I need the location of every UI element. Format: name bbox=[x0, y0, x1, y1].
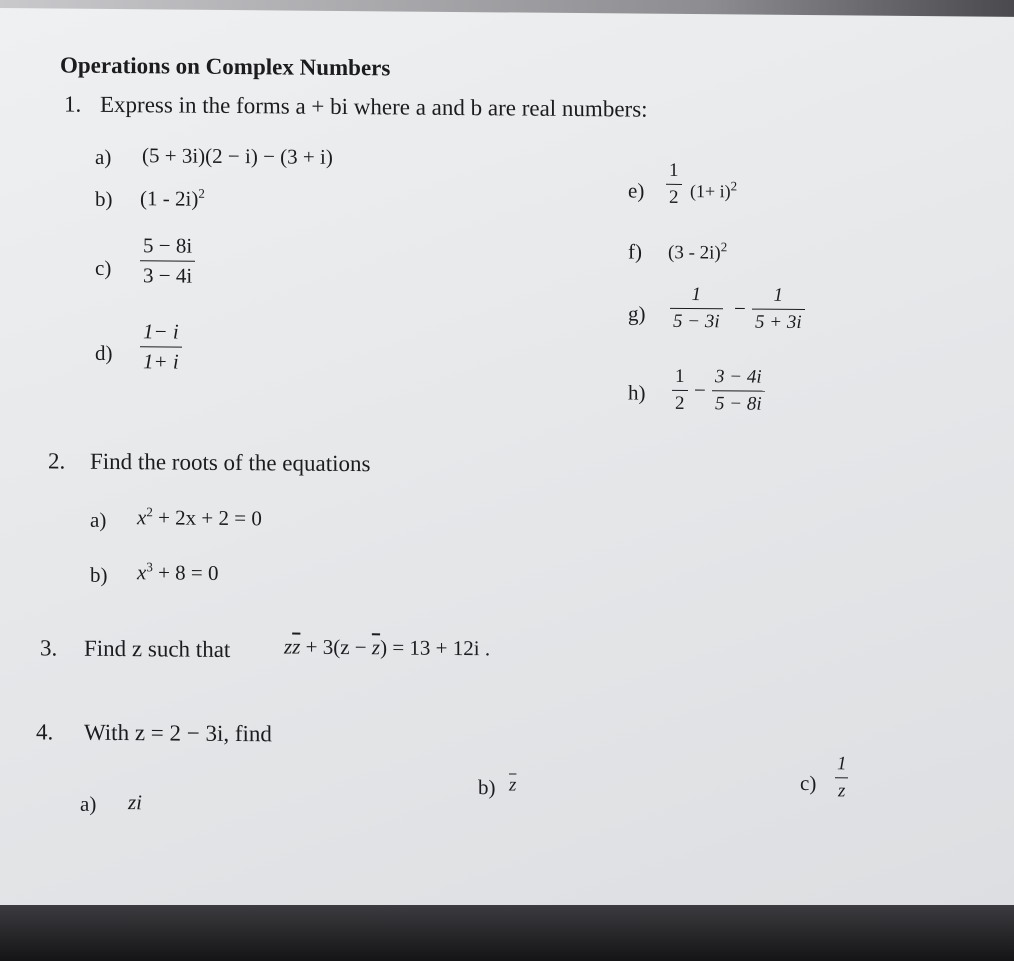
q1g-numerator-2: 1 bbox=[773, 284, 784, 306]
q1g-fraction-2 bbox=[752, 285, 805, 334]
q4c-numerator: 1 bbox=[837, 753, 847, 775]
q2-number: 2. bbox=[48, 448, 66, 474]
q1c-label: c) bbox=[95, 255, 112, 280]
q4c-denominator: z bbox=[835, 777, 848, 802]
q1e-denominator: 2 bbox=[666, 184, 682, 209]
page-title: Operations on Complex Numbers bbox=[60, 52, 391, 81]
q2b-label: b) bbox=[90, 562, 108, 587]
q1g-operator: − bbox=[734, 296, 746, 321]
q1h-denominator-2: 5 − 8i bbox=[712, 390, 765, 415]
q1e-label: e) bbox=[628, 178, 645, 203]
q1h-numerator-2: 3 − 4i bbox=[715, 366, 762, 388]
q1e-fraction bbox=[666, 160, 682, 209]
q2a-label: a) bbox=[90, 507, 107, 532]
q1h-fraction-2 bbox=[712, 366, 765, 415]
q1g-denominator-2: 5 + 3i bbox=[752, 309, 805, 334]
q1g-denominator-1: 5 − 3i bbox=[670, 308, 723, 333]
q1-number: 1. bbox=[64, 91, 82, 117]
q1e-numerator: 1 bbox=[669, 159, 679, 181]
q1h-denominator-1: 2 bbox=[672, 390, 688, 415]
q1d-label: d) bbox=[95, 340, 113, 365]
q4b-label: b) bbox=[478, 775, 496, 800]
q1h-operator: − bbox=[694, 378, 706, 403]
q3-number: 3. bbox=[40, 635, 58, 661]
q1h-fraction-1 bbox=[672, 366, 688, 415]
q1g-label: g) bbox=[628, 301, 646, 326]
q1h-label: h) bbox=[628, 380, 646, 405]
q1-text: Express in the forms a + bi where a and b are real numbers: bbox=[100, 91, 648, 122]
q4a-label: a) bbox=[80, 791, 97, 816]
q1c-numerator: 5 − 8i bbox=[143, 233, 193, 258]
q2-text: Find the roots of the equations bbox=[90, 448, 371, 477]
q1c-fraction bbox=[140, 233, 195, 288]
q1b-expression: (1 - 2i)$^2$ bbox=[140, 185, 205, 211]
q4a-expression: zi bbox=[128, 790, 143, 815]
q1e-expression: $(1+ i)^2$ bbox=[690, 178, 738, 202]
q1a-expression: (5 + 3i)(2 − i) − (3 + i) bbox=[142, 143, 333, 169]
q2a-equation: $x^2 + 2x + 2 = 0$ bbox=[137, 504, 262, 531]
q1d-fraction bbox=[140, 319, 182, 374]
q4b-expression: $\overline{z}$ bbox=[509, 774, 517, 796]
q1b-label: b) bbox=[95, 186, 113, 211]
q1a-label: a) bbox=[95, 144, 112, 169]
q3-text: Find z such that bbox=[84, 635, 231, 663]
q1g-numerator-1: 1 bbox=[691, 284, 702, 306]
q1c-denominator: 3 − 4i bbox=[140, 260, 195, 288]
q1f-expression: (3 - 2i)$^2$ bbox=[668, 239, 728, 264]
q1d-numerator: 1− i bbox=[143, 319, 179, 344]
q3-equation: $z\overline{z} + 3(z - \overline{z}) = 13 + 12i$ . bbox=[284, 634, 491, 661]
q4-text: With z = 2 − 3i, find bbox=[84, 719, 272, 747]
q2b-equation: $x^3 + 8 = 0$ bbox=[137, 559, 219, 585]
q1f-label: f) bbox=[628, 239, 642, 264]
q1g-fraction-1 bbox=[670, 284, 723, 333]
background-bottom bbox=[0, 905, 1014, 961]
q4c-fraction bbox=[834, 753, 850, 802]
q1d-denominator: 1+ i bbox=[140, 346, 182, 374]
q1h-numerator-1: 1 bbox=[675, 365, 685, 387]
worksheet-page bbox=[0, 8, 1014, 922]
q4-number: 4. bbox=[36, 719, 54, 745]
q4c-label: c) bbox=[800, 770, 817, 796]
